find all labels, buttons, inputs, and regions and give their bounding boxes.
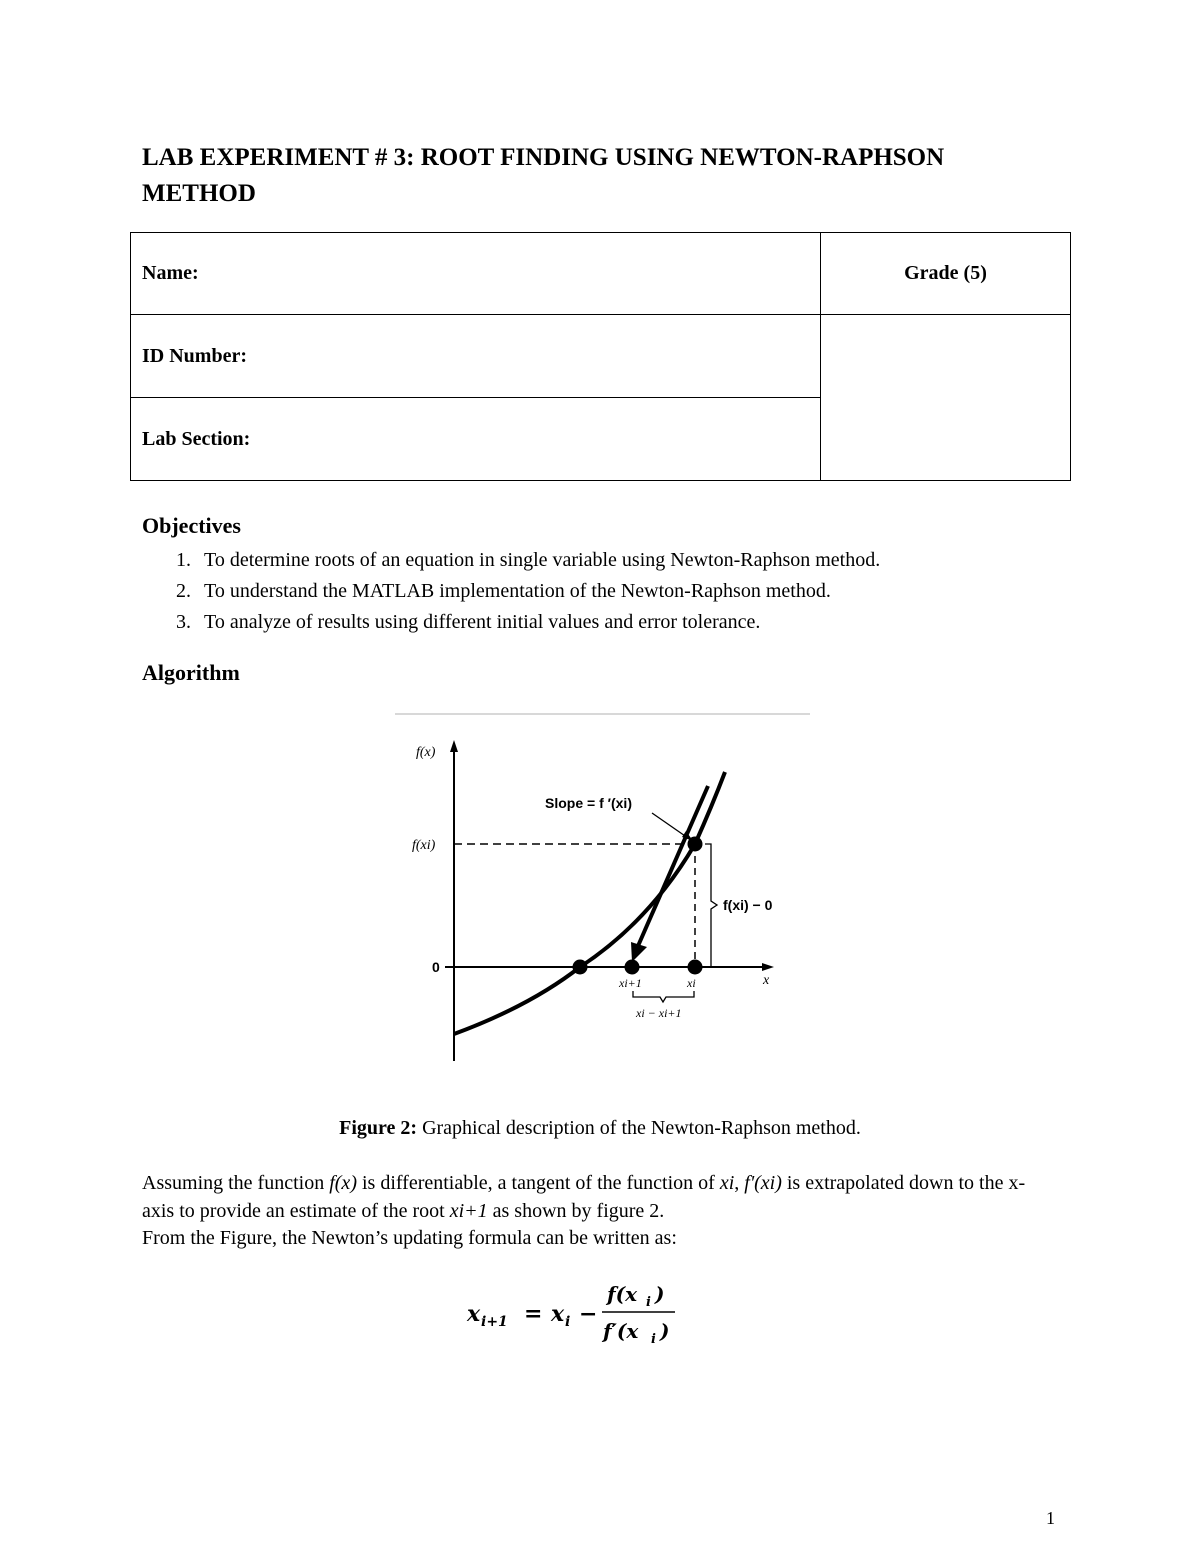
list-item: 1. To determine roots of an equation in single variable using Newton-Raphson method. <box>176 549 881 571</box>
tangent-line <box>638 786 708 946</box>
svg-text:x: x <box>551 1301 565 1327</box>
svg-text:i: i <box>651 1332 656 1346</box>
fxi-point <box>688 837 703 852</box>
y-axis-arrow <box>450 740 458 752</box>
name-field[interactable]: Name: <box>131 233 821 315</box>
tangent-arrowhead <box>631 942 647 962</box>
lab-section-field[interactable]: Lab Section: <box>131 398 821 481</box>
student-info-table <box>130 232 1071 481</box>
xi1-label: xi+1 <box>619 976 642 990</box>
svg-text:x: x <box>467 1301 481 1327</box>
xi-point <box>688 960 703 975</box>
svg-text:i: i <box>646 1295 651 1310</box>
function-curve <box>454 772 725 1034</box>
xi1-point <box>625 960 640 975</box>
svg-text:=: = <box>524 1301 543 1327</box>
svg-text:): ) <box>660 1319 670 1343</box>
svg-text:i: i <box>565 1314 571 1330</box>
slope-pointer <box>652 813 688 838</box>
span-label: xi − xi+1 <box>636 1006 682 1020</box>
algorithm-heading: Algorithm <box>142 660 240 685</box>
x-axis-arrow <box>762 963 774 971</box>
objectives-list <box>142 545 880 638</box>
svg-text:i+1: i+1 <box>481 1314 508 1330</box>
id-number-field[interactable]: ID Number: <box>131 315 821 398</box>
x-axis-label: x <box>763 973 770 988</box>
svg-text:f(x: f(x <box>607 1282 637 1306</box>
figure-caption: Figure 2: Graphical description of the Newton-Raphson method. <box>339 1117 861 1139</box>
page-title: LAB EXPERIMENT # 3: ROOT FINDING USING NEWTON-RAPHSON METHOD <box>142 144 945 207</box>
span-brace <box>633 991 694 1002</box>
svg-text:−: − <box>579 1301 598 1327</box>
fxi-label: f(xi) <box>412 838 436 853</box>
svg-text:): ) <box>655 1282 665 1306</box>
page-number: 1 <box>1046 1508 1055 1528</box>
grade-header: Grade (5) <box>821 233 1071 315</box>
list-item: 3. To analyze of results using different initial values and error tolerance. <box>176 611 761 633</box>
slope-label: Slope = f ′(xi) <box>545 795 632 811</box>
svg-text:f′(x: f′(x <box>603 1319 639 1343</box>
grade-box[interactable] <box>821 315 1071 481</box>
newton-raphson-figure <box>390 706 820 1076</box>
y-axis-label: f(x) <box>416 745 436 760</box>
objectives-heading: Objectives <box>142 513 241 538</box>
xi-label: xi <box>687 976 696 990</box>
root-point <box>573 960 588 975</box>
body-paragraph: Assuming the function f(x) is differentiable, a tangent of the function of xi, f'(xi) is extrapolated down to the x- axis to provide an estimate of the root xi+1 as shown by figure 2. From the Figure, the Newton’s updating formula can be written as: <box>142 1172 1026 1249</box>
zero-label: 0 <box>432 959 440 975</box>
list-item: 2. To understand the MATLAB implementation of the Newton-Raphson method. <box>176 580 831 602</box>
newton-formula <box>465 1276 685 1346</box>
diff-label: f(xi) − 0 <box>723 897 773 913</box>
diff-bracket <box>705 844 717 967</box>
